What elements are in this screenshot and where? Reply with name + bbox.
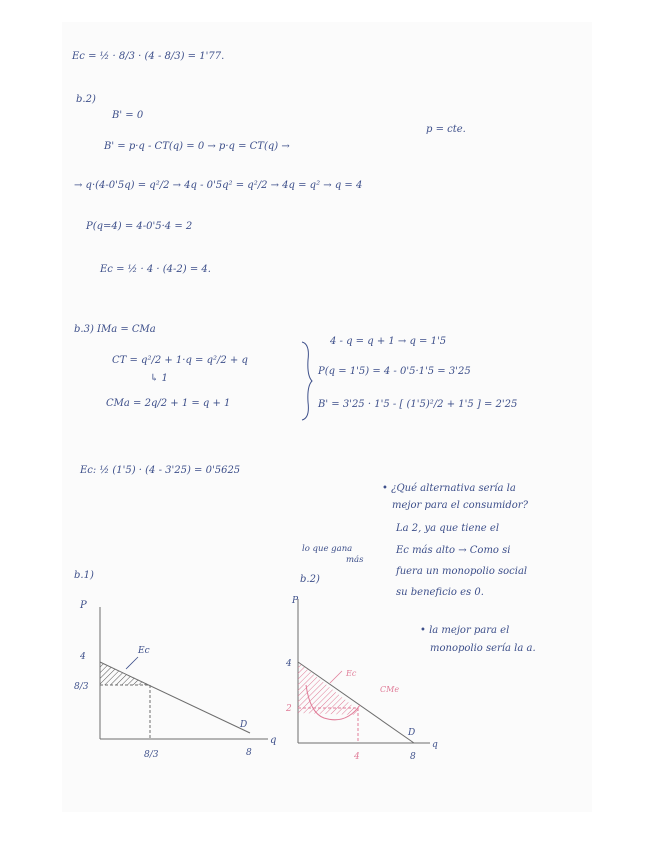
b2-heading: b.2) <box>76 94 96 105</box>
graph-b1-ec-label: Ec <box>138 646 150 656</box>
graph-b1 <box>66 565 296 765</box>
graph-b1-heading: b.1) <box>74 570 94 581</box>
question-line-2: mejor para el consumidor? <box>392 500 528 511</box>
graph-b2-ec-label: Ec <box>346 669 357 678</box>
graph-b1-y-top-label: 4 <box>80 652 86 662</box>
graph-b1-x-axis-label: q <box>270 735 277 746</box>
answer-line-4: su beneficio es 0. <box>396 587 484 598</box>
b3-ct-note: ↳ 1 <box>150 373 168 384</box>
graph-b1-y-axis-label: P <box>80 600 87 611</box>
b3-heading: b.3) IMa = CMa <box>74 324 156 335</box>
b2-benefit-line: B' = p·q - CT(q) = 0 → p·q = CT(q) → <box>104 141 290 152</box>
graph-b2-y-top-label: 4 <box>286 659 292 669</box>
graph-b1-x-end-label: 8 <box>246 748 252 758</box>
b3-cma-line: CMa = 2q/2 + 1 = q + 1 <box>106 398 231 409</box>
graph-b2-demand-label: D <box>408 728 416 738</box>
graph-b2-cme-label: CMe <box>380 685 400 694</box>
side-note-line-2: más <box>346 555 364 565</box>
graph-b1-x-mid-label: 8/3 <box>144 750 159 760</box>
b3-ct-line: CT = q²/2 + 1·q = q²/2 + q <box>112 355 248 366</box>
monopoly-note-line-1: • la mejor para el <box>420 625 510 636</box>
graph-b2-x-mid-label: 4 <box>354 752 360 762</box>
graph-b2-y-axis-label: P <box>292 596 299 606</box>
b2-ec-line: Ec = ½ · 4 · (4-2) = 4. <box>100 264 211 275</box>
b2-price-line: P(q=4) = 4-0'5·4 = 2 <box>86 221 193 232</box>
graph-b1-y-mid-label: 8/3 <box>74 682 89 692</box>
ec-result-line: Ec = ½ · 8/3 · (4 - 8/3) = 1'77. <box>72 51 225 62</box>
graph-b2-x-end-label: 8 <box>410 752 416 762</box>
b3-benefit-line: B' = 3'25 · 1'5 - [ (1'5)²/2 + 1'5 ] = 2'25 <box>318 399 518 410</box>
answer-line-3: fuera un monopolio social <box>396 566 528 577</box>
side-note-line-1: lo que gana <box>302 544 353 554</box>
question-line-1: • ¿Qué alternativa sería la <box>382 483 516 494</box>
graph-b2-heading: b.2) <box>300 574 320 585</box>
graph-b2-y-mid-label: 2 <box>286 704 292 714</box>
graph-b2 <box>276 565 456 765</box>
graph-b1-demand-label: D <box>240 720 248 730</box>
monopoly-note-line-2: monopolio sería la a. <box>430 643 536 654</box>
b3-price-line: P(q = 1'5) = 4 - 0'5·1'5 = 3'25 <box>318 366 471 377</box>
b3-equation-line: 4 - q = q + 1 → q = 1'5 <box>330 336 447 347</box>
answer-line-1: La 2, ya que tiene el <box>396 523 500 534</box>
b2-zero-condition: B' = 0 <box>112 110 144 121</box>
b2-solve-line: → q·(4-0'5q) = q²/2 → 4q - 0'5q² = q²/2 → 4q = q² → q = 4 <box>74 180 363 191</box>
graph-b2-ec-pointer <box>330 671 342 683</box>
b2-price-constant: p = cte. <box>426 124 466 135</box>
b3-ec-line: Ec: ½ (1'5) · (4 - 3'25) = 0'5625 <box>80 465 241 476</box>
graph-b1-demand-line <box>100 662 250 733</box>
graph-b2-x-axis-label: q <box>432 740 438 750</box>
right-brace <box>298 340 316 422</box>
answer-line-2: Ec más alto → Como si <box>396 545 511 556</box>
graph-b1-ec-pointer <box>126 657 138 669</box>
